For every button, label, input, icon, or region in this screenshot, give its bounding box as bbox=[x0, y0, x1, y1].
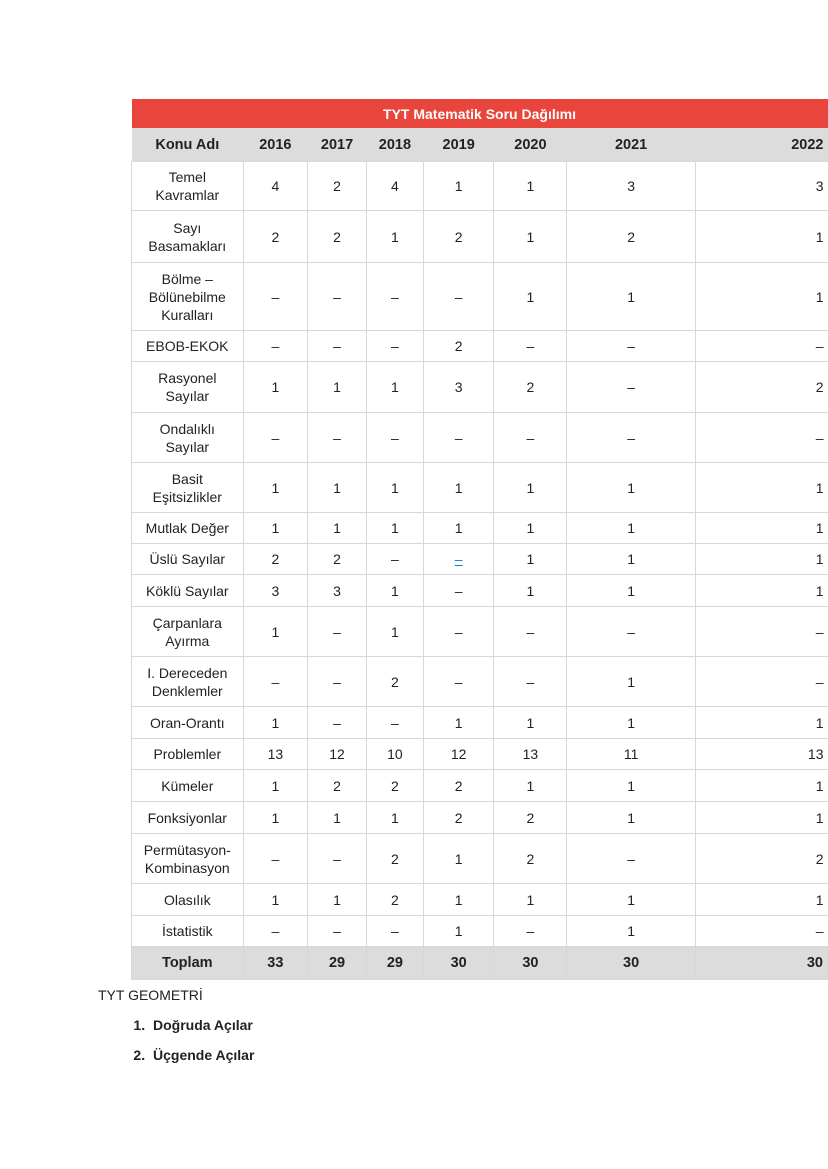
value-cell: – bbox=[423, 657, 493, 707]
value-cell: 1 bbox=[366, 575, 423, 607]
topic-cell: Ondalıklı Sayılar bbox=[132, 413, 244, 463]
value-cell: – bbox=[243, 263, 308, 331]
total-value: 29 bbox=[366, 947, 423, 980]
value-cell: 1 bbox=[366, 463, 423, 513]
value-cell: 2 bbox=[423, 770, 493, 802]
table-row bbox=[132, 657, 828, 707]
value-cell: 1 bbox=[494, 575, 567, 607]
topic-cell: İstatistik bbox=[132, 916, 244, 947]
value-cell: 2 bbox=[243, 544, 308, 575]
topic-cell: Basit Eşitsizlikler bbox=[132, 463, 244, 513]
table-row bbox=[132, 739, 828, 770]
value-cell: 1 bbox=[695, 707, 827, 739]
value-cell: 1 bbox=[695, 770, 827, 802]
list-item: 2. Üçgende Açılar bbox=[149, 1046, 254, 1064]
value-cell: 2 bbox=[423, 331, 493, 362]
value-cell: 3 bbox=[695, 162, 827, 211]
topic-cell: Köklü Sayılar bbox=[132, 575, 244, 607]
value-cell: 2 bbox=[366, 657, 423, 707]
value-cell: 1 bbox=[423, 162, 493, 211]
value-cell: 2 bbox=[494, 802, 567, 834]
value-cell: – bbox=[423, 575, 493, 607]
topic-cell: Çarpanlara Ayırma bbox=[132, 607, 244, 657]
table-row bbox=[132, 916, 828, 947]
topic-cell: Oran-Orantı bbox=[132, 707, 244, 739]
table-row bbox=[132, 884, 828, 916]
value-cell: – bbox=[308, 657, 367, 707]
value-cell: 1 bbox=[695, 263, 827, 331]
total-value: 30 bbox=[423, 947, 493, 980]
table-row bbox=[132, 513, 828, 544]
value-cell: 2 bbox=[308, 770, 367, 802]
header-topic: Konu Adı bbox=[132, 128, 244, 162]
table-row bbox=[132, 211, 828, 263]
value-cell: – bbox=[366, 263, 423, 331]
value-cell: 1 bbox=[423, 834, 493, 884]
value-cell: 1 bbox=[695, 513, 827, 544]
table-body bbox=[132, 162, 828, 947]
value-cell: – bbox=[423, 413, 493, 463]
table-title: TYT Matematik Soru Dağılımı bbox=[132, 99, 828, 128]
value-cell: 3 bbox=[567, 162, 695, 211]
value-cell: 1 bbox=[366, 211, 423, 263]
value-cell: – bbox=[243, 657, 308, 707]
value-cell: 1 bbox=[494, 513, 567, 544]
value-cell bbox=[423, 544, 493, 575]
topic-cell: Bölme – Bölünebilme Kuralları bbox=[132, 263, 244, 331]
total-value: 33 bbox=[243, 947, 308, 980]
value-cell: 2 bbox=[366, 884, 423, 916]
value-cell: – bbox=[243, 834, 308, 884]
table-row bbox=[132, 802, 828, 834]
value-cell: 1 bbox=[494, 463, 567, 513]
value-cell: – bbox=[308, 834, 367, 884]
header-year: 2016 bbox=[243, 128, 308, 162]
header-year: 2017 bbox=[308, 128, 367, 162]
header-year: 2019 bbox=[423, 128, 493, 162]
value-cell: – bbox=[494, 657, 567, 707]
topic-cell: Sayı Basamakları bbox=[132, 211, 244, 263]
value-cell: 1 bbox=[567, 263, 695, 331]
value-cell: 1 bbox=[695, 802, 827, 834]
value-cell: 1 bbox=[243, 513, 308, 544]
topic-cell: Problemler bbox=[132, 739, 244, 770]
value-cell: 3 bbox=[308, 575, 367, 607]
value-cell: 1 bbox=[494, 884, 567, 916]
value-cell: 1 bbox=[243, 770, 308, 802]
value-cell: – bbox=[308, 263, 367, 331]
value-cell: 1 bbox=[494, 162, 567, 211]
value-cell: – bbox=[695, 607, 827, 657]
value-cell: 1 bbox=[366, 802, 423, 834]
value-cell: – bbox=[366, 413, 423, 463]
value-cell: 1 bbox=[308, 513, 367, 544]
value-cell: 1 bbox=[567, 544, 695, 575]
value-cell: 1 bbox=[567, 884, 695, 916]
header-year: 2022 bbox=[695, 128, 827, 162]
header-year: 2020 bbox=[494, 128, 567, 162]
value-cell: 2 bbox=[308, 211, 367, 263]
value-cell: 3 bbox=[423, 362, 493, 413]
value-cell: – bbox=[308, 331, 367, 362]
table-row bbox=[132, 834, 828, 884]
value-cell: – bbox=[494, 413, 567, 463]
value-cell: – bbox=[567, 607, 695, 657]
total-value: 30 bbox=[695, 947, 827, 980]
value-cell: 4 bbox=[366, 162, 423, 211]
table-row bbox=[132, 162, 828, 211]
table-row bbox=[132, 707, 828, 739]
value-cell: 1 bbox=[494, 707, 567, 739]
total-value: 30 bbox=[567, 947, 695, 980]
value-cell: 1 bbox=[567, 657, 695, 707]
value-cell: 1 bbox=[494, 544, 567, 575]
value-cell: 2 bbox=[695, 834, 827, 884]
value-cell: 1 bbox=[308, 884, 367, 916]
value-cell: – bbox=[494, 331, 567, 362]
value-cell: 3 bbox=[243, 575, 308, 607]
value-cell: 2 bbox=[308, 544, 367, 575]
value-cell: – bbox=[567, 413, 695, 463]
value-cell: 2 bbox=[243, 211, 308, 263]
value-cell: 13 bbox=[494, 739, 567, 770]
table-row bbox=[132, 544, 828, 575]
value-cell: – bbox=[243, 331, 308, 362]
value-cell: 1 bbox=[567, 770, 695, 802]
value-cell: 1 bbox=[423, 916, 493, 947]
table-row bbox=[132, 607, 828, 657]
topic-cell: Olasılık bbox=[132, 884, 244, 916]
value-cell: 1 bbox=[366, 513, 423, 544]
value-cell: – bbox=[243, 916, 308, 947]
table-row bbox=[132, 331, 828, 362]
value-cell: – bbox=[366, 916, 423, 947]
value-cell: 1 bbox=[695, 884, 827, 916]
value-cell: 12 bbox=[423, 739, 493, 770]
value-cell: 1 bbox=[567, 513, 695, 544]
value-cell: 1 bbox=[567, 916, 695, 947]
value-cell: – bbox=[567, 362, 695, 413]
total-label: Toplam bbox=[132, 947, 244, 980]
value-cell: – bbox=[494, 607, 567, 657]
table-row bbox=[132, 413, 828, 463]
table-row bbox=[132, 362, 828, 413]
value-cell: – bbox=[308, 607, 367, 657]
value-cell: – bbox=[695, 413, 827, 463]
value-cell: – bbox=[567, 834, 695, 884]
value-cell: 1 bbox=[308, 463, 367, 513]
value-cell: 1 bbox=[366, 362, 423, 413]
value-cell: – bbox=[695, 657, 827, 707]
value-cell: 11 bbox=[567, 739, 695, 770]
value-cell: – bbox=[567, 331, 695, 362]
value-cell: 1 bbox=[366, 607, 423, 657]
value-cell: 1 bbox=[695, 575, 827, 607]
value-cell: 1 bbox=[423, 513, 493, 544]
value-cell: – bbox=[695, 916, 827, 947]
value-cell: – bbox=[243, 413, 308, 463]
value-cell: 2 bbox=[423, 802, 493, 834]
table-row bbox=[132, 263, 828, 331]
value-cell: 1 bbox=[494, 770, 567, 802]
value-cell: 12 bbox=[308, 739, 367, 770]
value-cell: 1 bbox=[243, 607, 308, 657]
total-value: 29 bbox=[308, 947, 367, 980]
topic-cell: Rasyonel Sayılar bbox=[132, 362, 244, 413]
geometry-section bbox=[98, 986, 254, 1076]
value-cell: 2 bbox=[366, 834, 423, 884]
value-cell: 1 bbox=[567, 802, 695, 834]
value-cell: 1 bbox=[423, 884, 493, 916]
value-cell: 1 bbox=[695, 463, 827, 513]
value-cell: 2 bbox=[423, 211, 493, 263]
total-value: 30 bbox=[494, 947, 567, 980]
topic-cell: EBOB-EKOK bbox=[132, 331, 244, 362]
value-cell: – bbox=[308, 916, 367, 947]
value-cell: – bbox=[366, 544, 423, 575]
value-cell: 1 bbox=[695, 211, 827, 263]
value-cell: – bbox=[308, 707, 367, 739]
value-cell: 2 bbox=[567, 211, 695, 263]
value-cell: 1 bbox=[494, 263, 567, 331]
topic-cell: Kümeler bbox=[132, 770, 244, 802]
value-cell: 1 bbox=[423, 463, 493, 513]
value-link[interactable]: – bbox=[454, 551, 463, 567]
value-cell: – bbox=[423, 263, 493, 331]
value-cell: 1 bbox=[243, 707, 308, 739]
topic-cell: Permütasyon-Kombinasyon bbox=[132, 834, 244, 884]
section-title: TYT GEOMETRİ bbox=[98, 987, 203, 1003]
value-cell: 13 bbox=[695, 739, 827, 770]
value-cell: 1 bbox=[243, 884, 308, 916]
header-year: 2018 bbox=[366, 128, 423, 162]
value-cell: – bbox=[423, 607, 493, 657]
value-cell: 1 bbox=[423, 707, 493, 739]
value-cell: 2 bbox=[695, 362, 827, 413]
value-cell: 1 bbox=[308, 802, 367, 834]
table-row bbox=[132, 770, 828, 802]
value-cell: – bbox=[366, 707, 423, 739]
value-cell: – bbox=[494, 916, 567, 947]
value-cell: 4 bbox=[243, 162, 308, 211]
question-distribution-table bbox=[131, 99, 828, 980]
value-cell: – bbox=[695, 331, 827, 362]
value-cell: 1 bbox=[308, 362, 367, 413]
list-item: 1. Doğruda Açılar bbox=[149, 1016, 254, 1034]
value-cell: 1 bbox=[243, 802, 308, 834]
value-cell: 1 bbox=[243, 362, 308, 413]
value-cell: 2 bbox=[494, 362, 567, 413]
value-cell: 10 bbox=[366, 739, 423, 770]
value-cell: 1 bbox=[567, 463, 695, 513]
table-row bbox=[132, 575, 828, 607]
value-cell: 2 bbox=[308, 162, 367, 211]
value-cell: 1 bbox=[567, 575, 695, 607]
value-cell: 1 bbox=[567, 707, 695, 739]
value-cell: 1 bbox=[695, 544, 827, 575]
value-cell: – bbox=[308, 413, 367, 463]
topic-cell: Üslü Sayılar bbox=[132, 544, 244, 575]
table-header-row bbox=[132, 128, 828, 162]
value-cell: 1 bbox=[243, 463, 308, 513]
table-total-row bbox=[132, 947, 828, 980]
topic-cell: I. Dereceden Denklemler bbox=[132, 657, 244, 707]
topic-cell: Fonksiyonlar bbox=[132, 802, 244, 834]
value-cell: 13 bbox=[243, 739, 308, 770]
topic-cell: Mutlak Değer bbox=[132, 513, 244, 544]
value-cell: 1 bbox=[494, 211, 567, 263]
topic-cell: Temel Kavramlar bbox=[132, 162, 244, 211]
value-cell: – bbox=[366, 331, 423, 362]
table-row bbox=[132, 463, 828, 513]
header-year: 2021 bbox=[567, 128, 695, 162]
value-cell: 2 bbox=[494, 834, 567, 884]
value-cell: 2 bbox=[366, 770, 423, 802]
topic-list bbox=[98, 1016, 254, 1064]
